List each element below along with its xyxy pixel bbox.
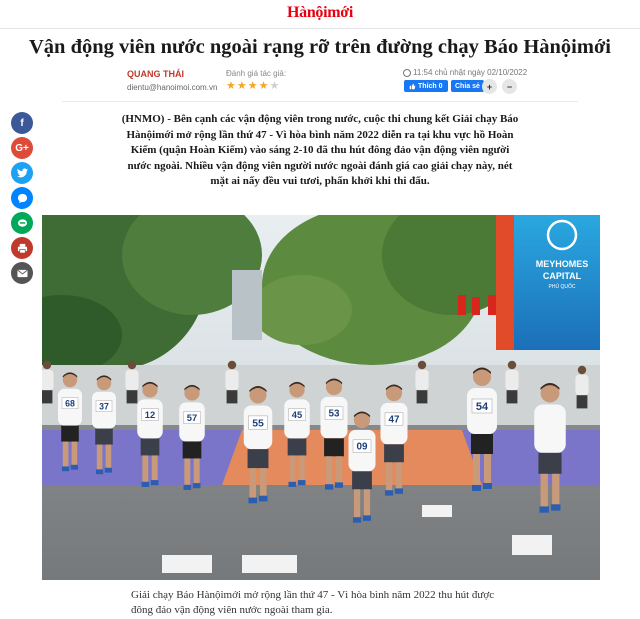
author-email: dientu@hanoimoi.com.vn (127, 83, 218, 92)
article-lead: (HNMO) - Bên cạnh các vận động viên trong nước, cuộc thi chung kết Giải chạy Báo Hànộimới mở rộng lần thứ 47 - Vì hòa bình năm 2022 diễn ra tại khu vực hồ Hoàn Kiếm (quận Hoàn Kiếm) vào sáng 2-10 đã thu hút đông đảo vận động viên người nước ngoài. Nhiều vận động viên người nước ngoài đánh giá cao giải chạy này, nét mặt ai nấy đều vui tươi, phấn khởi khi thi đấu. (121, 113, 519, 187)
runner-bib-number: 53 (328, 408, 340, 420)
rating-star-icon[interactable]: ★ (247, 80, 258, 92)
article-photo[interactable] (42, 215, 600, 580)
google-plus-share-button[interactable] (11, 137, 33, 159)
runner-bib-number: 54 (475, 401, 489, 413)
clock-icon (403, 69, 411, 77)
banner-sub: CAPITAL (542, 271, 582, 281)
author-rating (226, 69, 286, 92)
runner-bib-number: 68 (65, 398, 75, 409)
publish-date (403, 68, 527, 77)
zoom-in-button[interactable]: + (482, 79, 497, 94)
google-plus-icon: G+ (15, 142, 29, 154)
rating-star-icon[interactable]: ★ (226, 80, 236, 92)
photo-caption: Giải chạy Báo Hànộimới mở rộng lần thứ 47 - Vì hòa bình năm 2022 thu hút được đông đảo vận động viên nước ngoài tham gia. (131, 589, 495, 616)
publish-date-text: 11:54 chủ nhật ngày 02/10/2022 (413, 68, 528, 77)
email-icon (17, 269, 28, 278)
print-icon (17, 243, 28, 254)
runner-bib-number: 09 (356, 441, 368, 453)
runner-bib-number: 55 (252, 418, 264, 430)
facebook-share-button[interactable] (451, 80, 484, 92)
rating-star-icon[interactable]: ★ (258, 80, 269, 92)
runner-bib-number: 45 (291, 410, 303, 421)
zalo-share-button[interactable] (11, 212, 33, 234)
author-name[interactable]: QUANG THÁI (127, 69, 184, 79)
rating-star-icon[interactable]: ★ (269, 80, 280, 92)
print-share-button[interactable] (11, 237, 33, 259)
chat-share-button[interactable] (11, 187, 33, 209)
thumbs-up-icon (409, 83, 416, 90)
site-header (0, 0, 640, 26)
share-label: Chia sẻ (455, 82, 480, 90)
author-block (127, 69, 217, 92)
facebook-icon: f (20, 117, 24, 129)
runner-bib-number: 47 (388, 414, 400, 426)
like-label: Thích 0 (418, 82, 443, 90)
runner-bib-number: 37 (99, 401, 109, 412)
zoom-out-button[interactable]: − (502, 79, 517, 94)
article-title: Vận động viên nước ngoài rạng rỡ trên đường chạy Báo Hànộimới (29, 36, 611, 58)
meta-divider (62, 101, 578, 102)
chat-icon (17, 193, 28, 204)
banner-location: PHÚ QUỐC (548, 284, 576, 290)
header-divider (0, 28, 640, 29)
rating-label: Đánh giá tác giả: (226, 69, 287, 78)
banner-brand: MEYHOMES (535, 259, 589, 269)
email-share-button[interactable] (11, 262, 33, 284)
runner-bib-number: 12 (144, 410, 156, 421)
facebook-share-button[interactable] (11, 112, 33, 134)
article-meta (0, 66, 640, 102)
twitter-icon (17, 168, 28, 178)
social-share-rail (11, 112, 33, 284)
rating-star-icon[interactable]: ★ (236, 80, 247, 92)
rating-stars[interactable] (226, 80, 286, 92)
twitter-share-button[interactable] (11, 162, 33, 184)
site-logo[interactable]: Hànộimới (286, 4, 354, 21)
runner-bib-number: 57 (186, 413, 198, 424)
zalo-icon (17, 218, 28, 229)
facebook-like-button[interactable] (404, 80, 448, 92)
